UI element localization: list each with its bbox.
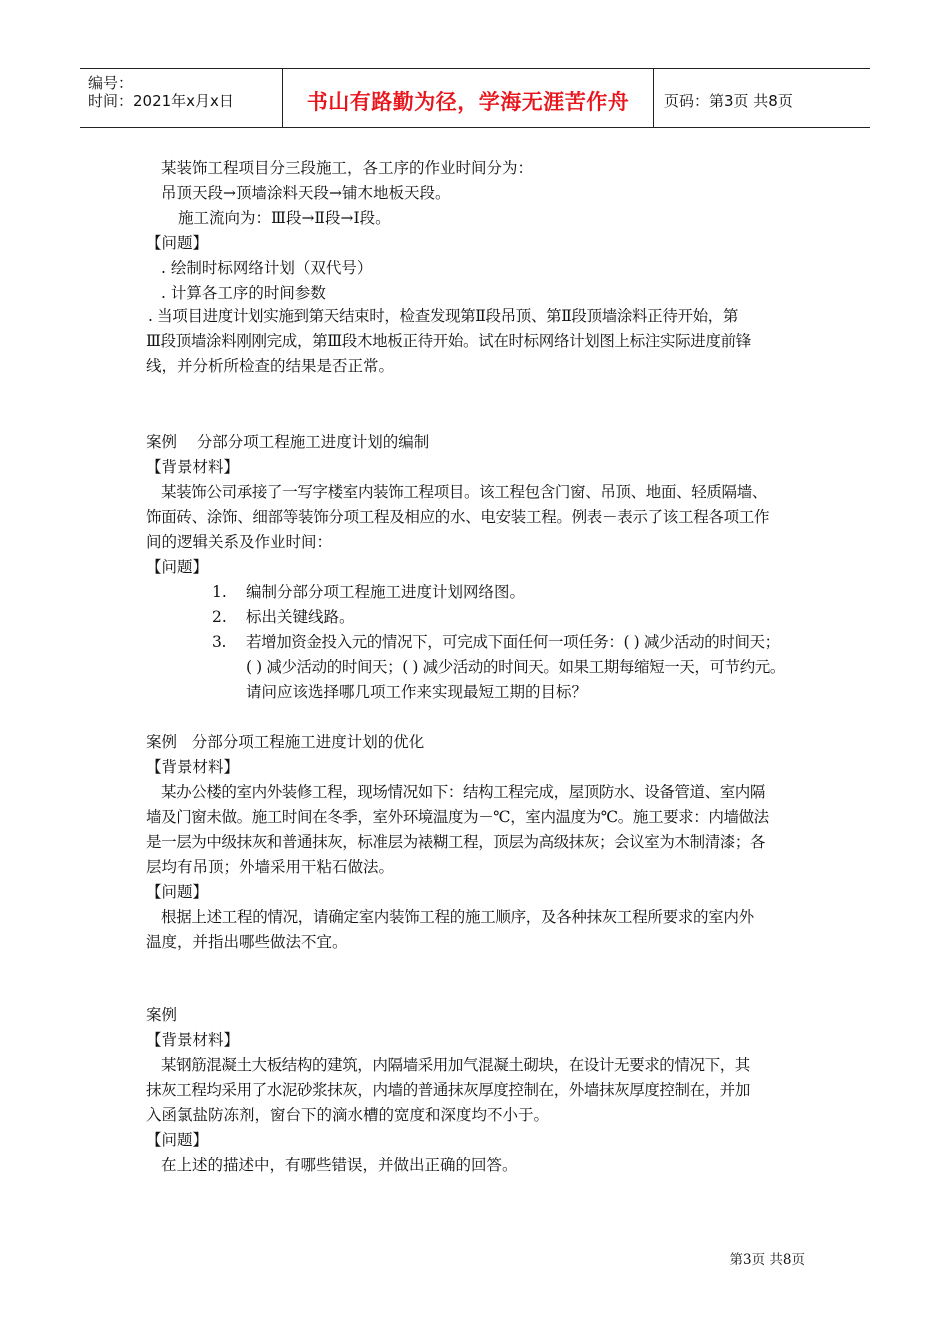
case2-title: 案例 分部分项工程施工进度计划的编制 xyxy=(146,433,430,451)
header-page-cell xyxy=(654,69,870,127)
item-number: 1. xyxy=(212,583,227,601)
case2-bg-line3: 间的逻辑关系及作业时间： xyxy=(146,533,333,551)
case4-background-heading: 【背景材料】 xyxy=(146,1031,240,1049)
case4-title: 案例 xyxy=(146,1006,178,1024)
item-text: 编制分部分项工程施工进度计划网络图。 xyxy=(246,583,526,601)
time-line: 时间：2021年x月x日 xyxy=(88,92,234,110)
s1-question-heading: 【问题】 xyxy=(146,234,209,252)
case2-item-2 xyxy=(212,607,355,627)
case2-bg-line1: 某装饰公司承接了一写字楼室内装饰工程项目。该工程包含门窗、吊顶、地面、轻质隔墙、 xyxy=(161,483,768,501)
case4-question-heading: 【问题】 xyxy=(146,1131,209,1149)
header-page-info: 页码：第3页 共8页 xyxy=(664,91,793,110)
item-text: 标出关键线路。 xyxy=(246,608,355,626)
case3-title: 案例 分部分项工程施工进度计划的优化 xyxy=(146,733,425,751)
item-text: 若增加资金投入元的情况下，可完成下面任何一项任务：( ) 减少活动的时间天； xyxy=(246,633,780,651)
header-motto-cell xyxy=(282,69,654,127)
case3-bg-line3: 是一层为中级抹灰和普通抹灰，标准层为裱糊工程，顶层为高级抹灰；会议室为木制清漆；各 xyxy=(146,833,766,851)
case2-item3-line3: 请问应该选择哪几项工作来实现最短工期的目标？ xyxy=(246,683,588,701)
case4-bg-line2: 抹灰工程均采用了水泥砂浆抹灰，内墙的普通抹灰厚度控制在，外墙抹灰厚度控制在，并加 xyxy=(146,1081,751,1099)
page-footer: 第3页 共8页 xyxy=(729,1252,805,1268)
header-left-cell xyxy=(80,69,282,127)
page-header xyxy=(80,68,870,128)
s1-q3-line3: 线，并分析所检查的结果是否正常。 xyxy=(146,357,395,375)
case3-bg-line2: 墙及门窗未做。施工时间在冬季，室外环境温度为－℃，室内温度为℃。施工要求：内墙做法 xyxy=(146,808,769,826)
code-label: 编号： xyxy=(88,74,134,92)
s1-q2: . 计算各工序的时间参数 xyxy=(161,284,326,302)
case2-item3-line2: ( ) 减少活动的时间天；( ) 减少活动的时间天。如果工期每缩短一天，可节约元。 xyxy=(246,658,785,676)
s1-q1: . 绘制时标网络计划（双代号） xyxy=(161,259,373,277)
case3-bg-line4: 层均有吊顶；外墙采用干粘石做法。 xyxy=(146,858,395,876)
case3-q-line2: 温度，并指出哪些做法不宜。 xyxy=(146,933,348,951)
case2-item-3 xyxy=(212,632,780,652)
s1-line2: 吊顶天段→顶墙涂料天段→铺木地板天段。 xyxy=(161,184,451,202)
case2-bg-line2: 饰面砖、涂饰、细部等装饰分项工程及相应的水、电安装工程。例表－表示了该工程各项工作 xyxy=(146,508,770,526)
case3-question-heading: 【问题】 xyxy=(146,883,209,901)
case3-background-heading: 【背景材料】 xyxy=(146,758,240,776)
case2-item-1 xyxy=(212,582,525,602)
s1-line3: 施工流向为：Ⅲ段→Ⅱ段→Ⅰ段。 xyxy=(178,209,391,227)
case2-background-heading: 【背景材料】 xyxy=(146,458,240,476)
item-number: 2. xyxy=(212,608,227,626)
case4-bg-line3: 入函氯盐防冻剂，窗台下的滴水槽的宽度和深度均不小于。 xyxy=(146,1106,550,1124)
s1-line1: 某装饰工程项目分三段施工，各工序的作业时间分为： xyxy=(161,159,534,177)
motto-text: 书山有路勤为径，学海无涯苦作舟 xyxy=(306,90,630,114)
case2-question-heading: 【问题】 xyxy=(146,558,209,576)
item-number: 3. xyxy=(212,633,226,651)
case4-bg-line1: 某钢筋混凝土大板结构的建筑，内隔墙采用加气混凝土砌块，在设计无要求的情况下，其 xyxy=(161,1056,750,1074)
s1-q3-line2: Ⅲ段顶墙涂料刚刚完成，第Ⅲ段木地板正待开始。试在时标网络计划图上标注实际进度前锋 xyxy=(146,332,751,350)
case3-bg-line1: 某办公楼的室内外装修工程，现场情况如下：结构工程完成，屋顶防水、设备管道、室内隔 xyxy=(161,783,766,801)
case4-q-line1: 在上述的描述中，有哪些错误，并做出正确的回答。 xyxy=(161,1156,518,1174)
s1-q3-line1: . 当项目进度计划实施到第天结束时，检查发现第Ⅱ段吊顶、第Ⅱ段顶墙涂料正待开始，第 xyxy=(148,307,739,325)
case3-q-line1: 根据上述工程的情况，请确定室内装饰工程的施工顺序，及各种抹灰工程所要求的室内外 xyxy=(161,908,754,926)
